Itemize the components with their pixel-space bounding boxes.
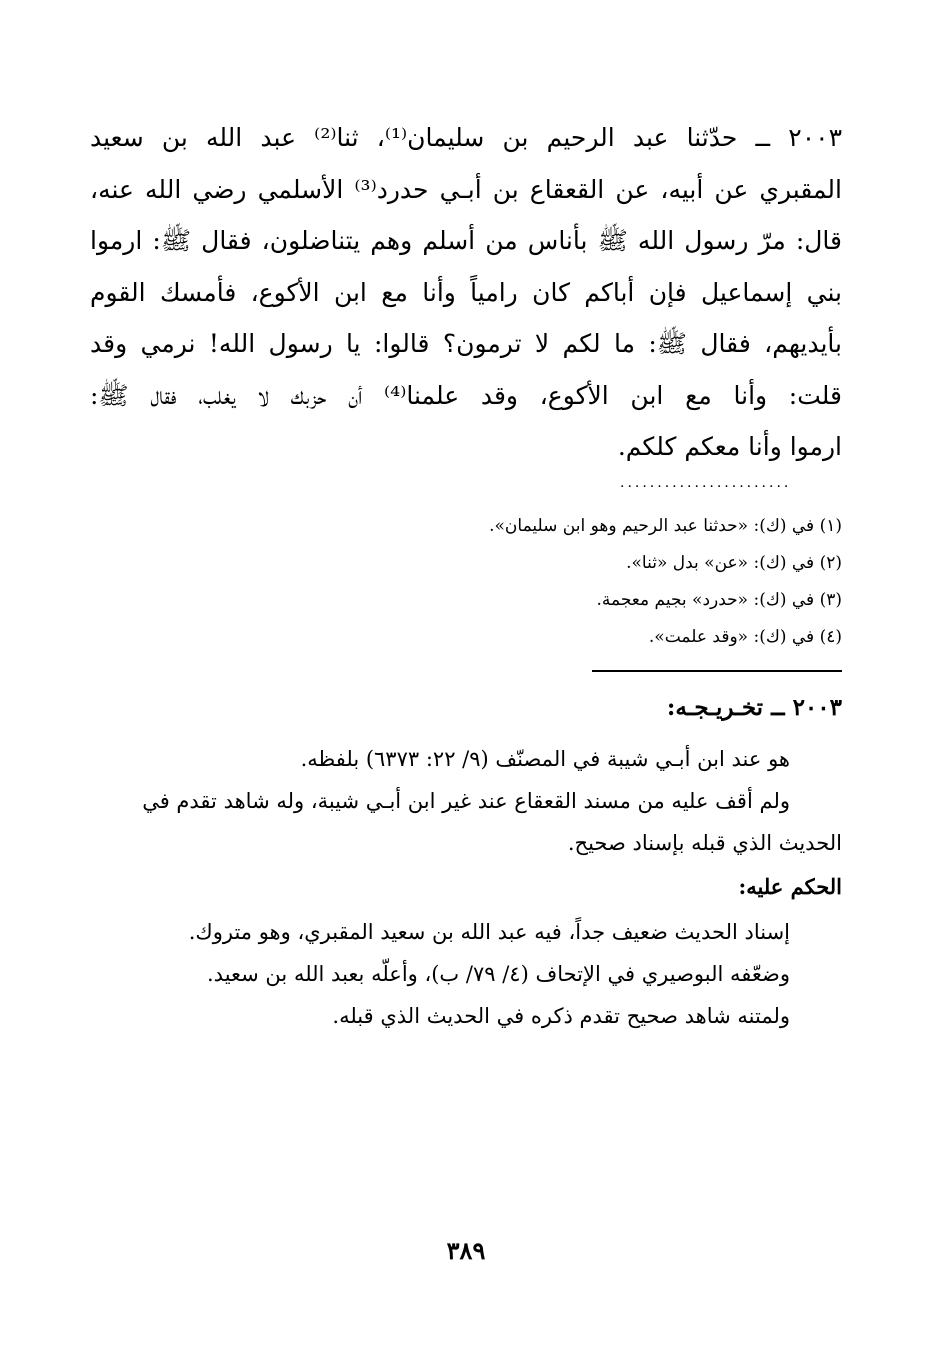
hukm-line: إسناد الحديث ضعيف جداً، فيه عبد الله بن سعيد المقبري، وهو متروك. (188, 920, 790, 944)
hukm-line: وضعّفه البوصيري في الإتحاف (٤/ ٧٩/ ب)، وأعلّه بعبد الله بن سعيد. (207, 962, 790, 986)
page-number: ٣٨٩ (446, 1236, 486, 1265)
takhrij-heading: ٢٠٠٣ ــ تخـريـجـه: (666, 694, 842, 721)
footnote-item: (٣) في (ك): «حدرد» بجيم معجمة. (596, 590, 842, 610)
takhrij-body (90, 738, 842, 864)
section-divider (592, 670, 842, 672)
hadith-text (90, 112, 842, 473)
footnote-item: (١) في (ك): «حدثنا عبد الرحيم وهو ابن سليمان». (489, 516, 842, 536)
footnote-item: (٢) في (ك): «عن» بدل «ثنا». (626, 553, 842, 573)
hadith-line: قال: مرّ رسول الله ﷺ بأناس من أسلم وهم يتناضلون، فقال ﷺ: ارموا (90, 226, 842, 255)
footnotes (342, 508, 842, 656)
hadith-line: المقبري عن أبيه، عن القعقاع بن أبـي حدرد⁽³⁾ الأسلمي رضي الله عنه، (90, 174, 842, 204)
footnote-separator-dots: ....................... (620, 475, 792, 491)
takhrij-line: الحديث الذي قبله بإسناد صحيح. (567, 831, 842, 855)
hadith-line: قلت: وأنا مع ابن الأكوع، وقد علمنا⁽⁴⁾ أن حزبك لا يغلب، فقال ﷺ: (90, 380, 842, 410)
hadith-line: بأيديهم، فقال ﷺ: ما لكم لا ترمون؟ قالوا: يا رسول الله! نرمي وقد (90, 329, 842, 358)
hadith-line: ٢٠٠٣ ــ حدّثنا عبد الرحيم بن سليمان⁽¹⁾، ثنا⁽²⁾ عبد الله بن سعيد (90, 123, 842, 152)
footnote-item: (٤) في (ك): «وقد علمت». (648, 627, 842, 647)
hukm-line: ولمتنه شاهد صحيح تقدم ذكره في الحديث الذي قبله. (332, 1004, 790, 1028)
takhrij-line: هو عند ابن أبـي شيبة في المصنّف (٩/ ٢٢: ٦٣٧٣) بلفظه. (300, 747, 790, 771)
takhrij-line: ولم أقف عليه من مسند القعقاع عند غير ابن أبـي شيبة، وله شاهد تقدم في (142, 789, 790, 813)
hukm-body (90, 911, 842, 1037)
hadith-line: ارموا وأنا معكم كلكم. (617, 432, 842, 461)
hukm-heading: الحكم عليه: (738, 874, 842, 899)
hadith-line: بني إسماعيل فإن أباكم كان رامياً وأنا مع ابن الأكوع، فأمسك القوم (90, 277, 842, 307)
